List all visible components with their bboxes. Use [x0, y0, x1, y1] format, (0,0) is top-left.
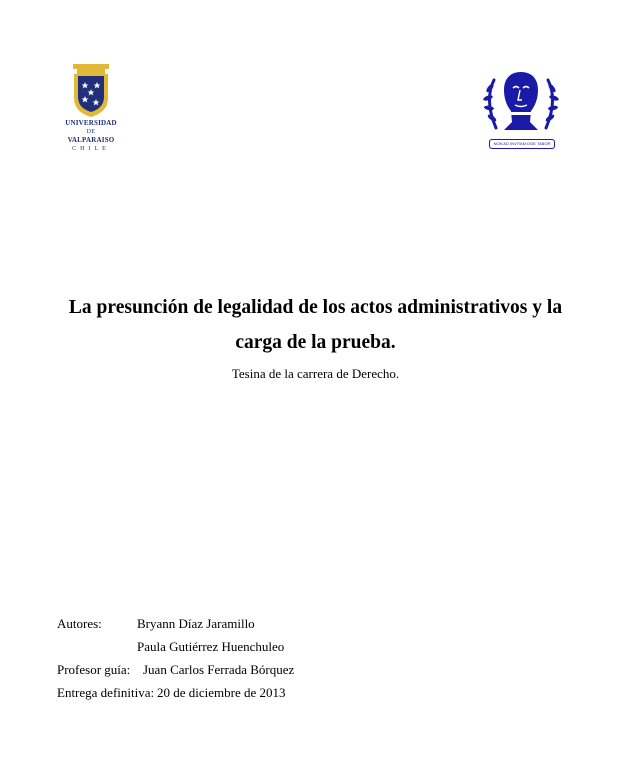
university-logo	[58, 62, 124, 158]
advisor-label: Profesor guía:	[57, 662, 131, 677]
advisor-name: Juan Carlos Ferrada Bórquez	[143, 662, 295, 677]
university-shield-icon	[71, 62, 111, 118]
authors-label: Autores:	[57, 616, 102, 631]
document-subtitle: Tesina de la carrera de Derecho.	[231, 366, 400, 381]
faculty-emblem	[480, 66, 562, 158]
laurel-head-icon	[480, 66, 562, 140]
emblem-motto-ribbon: NON AD INVITAM DOE TABOR	[489, 139, 555, 149]
logo-text-universidad: UNIVERSIDAD	[65, 119, 117, 127]
author-name: Paula Gutiérrez Huenchuleo	[137, 639, 285, 654]
logo-text-valparaiso: VALPARAISO	[67, 136, 115, 144]
logo-text-de: DE	[86, 129, 96, 135]
delivery-date: 20 de diciembre de 2013	[157, 685, 286, 700]
title-line-1: La presunción de legalidad de los actos administrativos y la	[68, 297, 563, 318]
title-line-2: carga de la prueba.	[235, 332, 396, 353]
author-name: Bryann Díaz Jaramillo	[137, 616, 255, 631]
document-title	[40, 290, 591, 360]
logo-text-chile: CHILE	[72, 146, 110, 152]
delivery-label: Entrega definitiva:	[57, 685, 155, 700]
